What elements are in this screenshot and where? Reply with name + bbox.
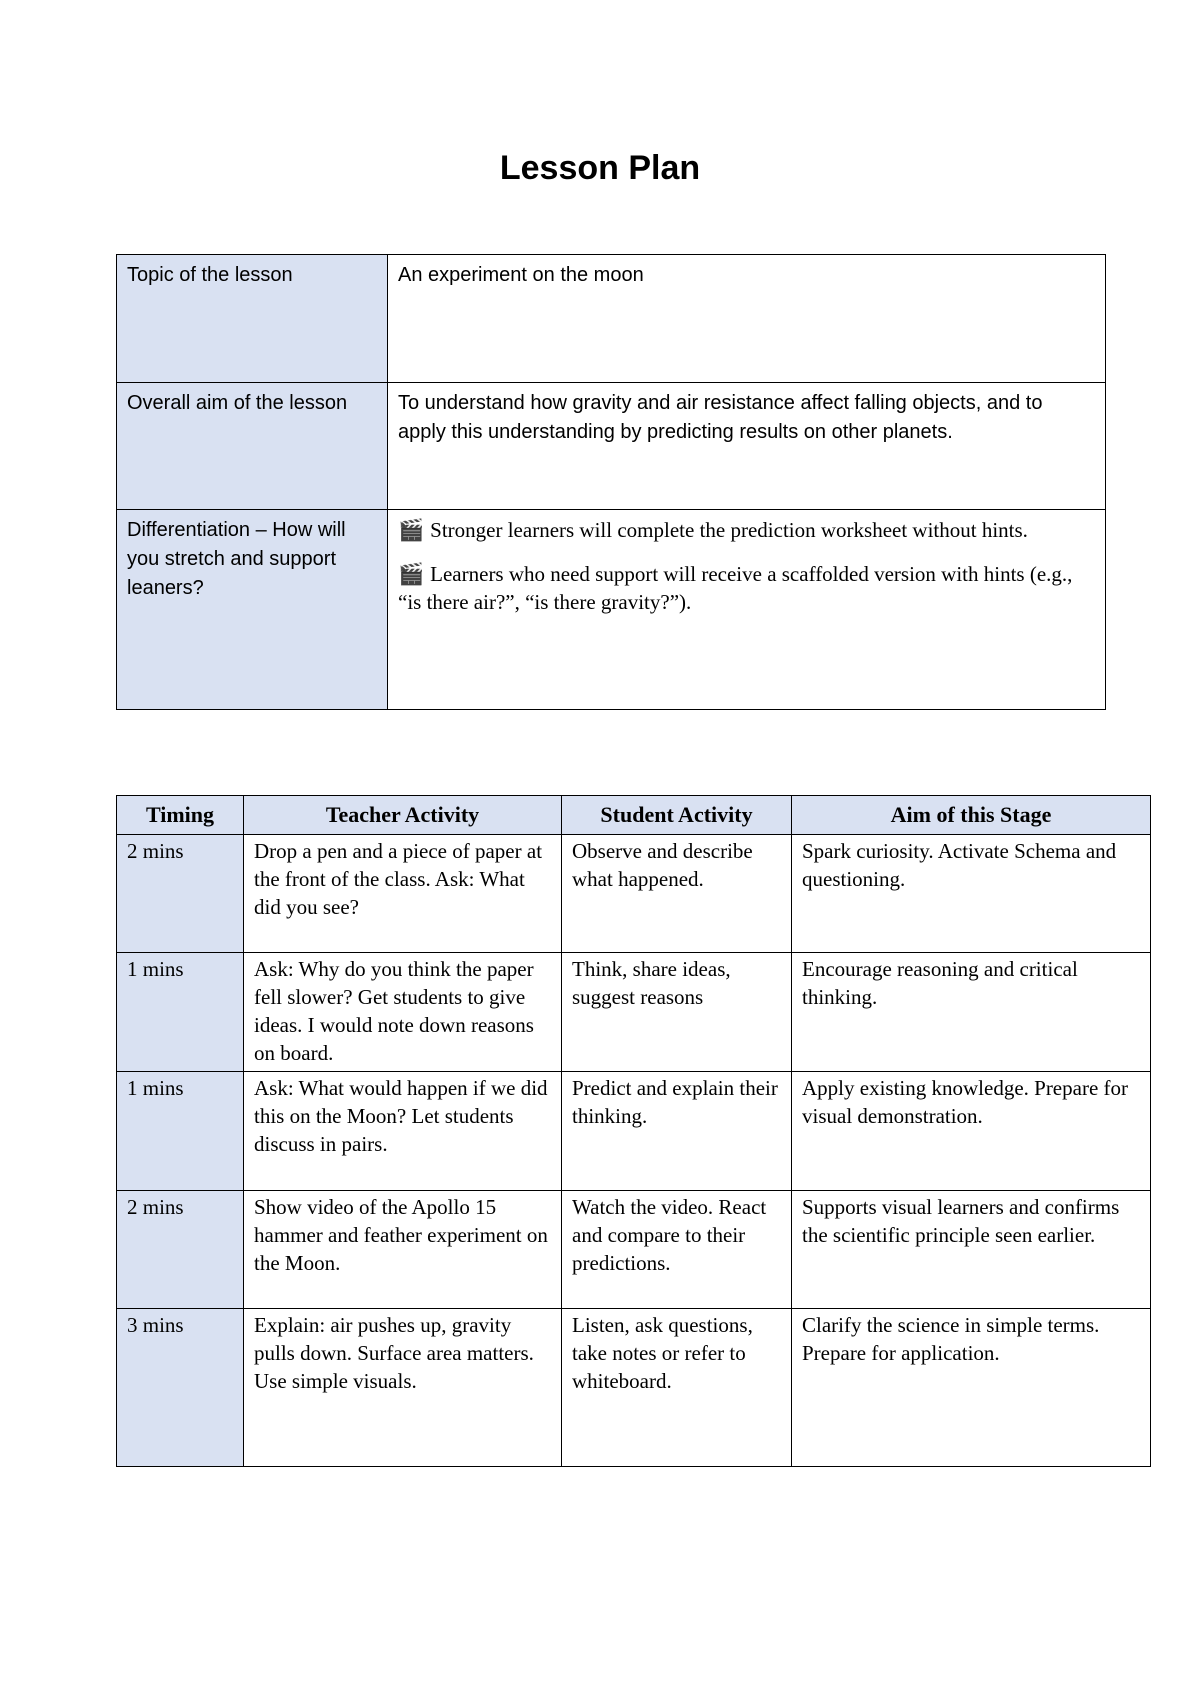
clapperboard-icon: 🎬 (398, 518, 425, 542)
page-title: Lesson Plan (499, 149, 701, 187)
topic-row (117, 255, 1106, 383)
table-row (117, 1072, 1151, 1191)
teacher-activity-cell: Drop a pen and a piece of paper at the front of the class. Ask: What did you see? (244, 835, 562, 953)
table-row (117, 953, 1151, 1072)
table-header-row (117, 796, 1151, 835)
student-activity-cell: Watch the video. React and compare to their predictions. (562, 1191, 792, 1309)
table-row (117, 1191, 1151, 1309)
differentiation-item (398, 560, 1095, 616)
teacher-activity-cell: Show video of the Apollo 15 hammer and feather experiment on the Moon. (244, 1191, 562, 1309)
student-activity-cell: Listen, ask questions, take notes or refer to whiteboard. (562, 1309, 792, 1467)
header-timing: Timing (117, 796, 244, 835)
timing-cell: 3 mins (117, 1309, 244, 1467)
aim-cell: Apply existing knowledge. Prepare for visual demonstration. (792, 1072, 1151, 1191)
aim-cell: Clarify the science in simple terms. Prepare for application. (792, 1309, 1151, 1467)
clapperboard-icon: 🎬 (398, 562, 425, 586)
differentiation-row (117, 510, 1106, 710)
topic-value: An experiment on the moon (388, 255, 1106, 383)
student-activity-cell: Observe and describe what happened. (562, 835, 792, 953)
lesson-stages-table (116, 795, 1151, 1467)
table-row (117, 835, 1151, 953)
header-teacher-activity: Teacher Activity (244, 796, 562, 835)
differentiation-value (388, 510, 1106, 710)
teacher-activity-cell: Ask: Why do you think the paper fell slower? Get students to give ideas. I would note down reasons on board. (244, 953, 562, 1072)
aim-cell: Spark curiosity. Activate Schema and questioning. (792, 835, 1151, 953)
aim-cell: Supports visual learners and confirms the scientific principle seen earlier. (792, 1191, 1151, 1309)
table-row (117, 1309, 1151, 1467)
differentiation-label: Differentiation – How will you stretch and support leaners? (117, 510, 388, 710)
student-activity-cell: Think, share ideas, suggest reasons (562, 953, 792, 1072)
topic-label: Topic of the lesson (117, 255, 388, 383)
teacher-activity-cell: Explain: air pushes up, gravity pulls down. Surface area matters. Use simple visuals. (244, 1309, 562, 1467)
timing-cell: 2 mins (117, 1191, 244, 1309)
header-student-activity: Student Activity (562, 796, 792, 835)
differentiation-item (398, 516, 1095, 544)
aim-label: Overall aim of the lesson (117, 383, 388, 510)
timing-cell: 1 mins (117, 1072, 244, 1191)
timing-cell: 1 mins (117, 953, 244, 1072)
differentiation-item-text: Stronger learners will complete the prediction worksheet without hints. (430, 518, 1028, 542)
header-aim-of-stage: Aim of this Stage (792, 796, 1151, 835)
teacher-activity-cell: Ask: What would happen if we did this on the Moon? Let students discuss in pairs. (244, 1072, 562, 1191)
lesson-info-table (116, 254, 1106, 710)
aim-cell: Encourage reasoning and critical thinking. (792, 953, 1151, 1072)
aim-row (117, 383, 1106, 510)
aim-value: To understand how gravity and air resistance affect falling objects, and to apply this understanding by predicting results on other planets. (388, 383, 1106, 510)
timing-cell: 2 mins (117, 835, 244, 953)
differentiation-item-text: Learners who need support will receive a scaffolded version with hints (e.g., “is there air?”, “is there gravity?”). (398, 562, 1073, 614)
student-activity-cell: Predict and explain their thinking. (562, 1072, 792, 1191)
